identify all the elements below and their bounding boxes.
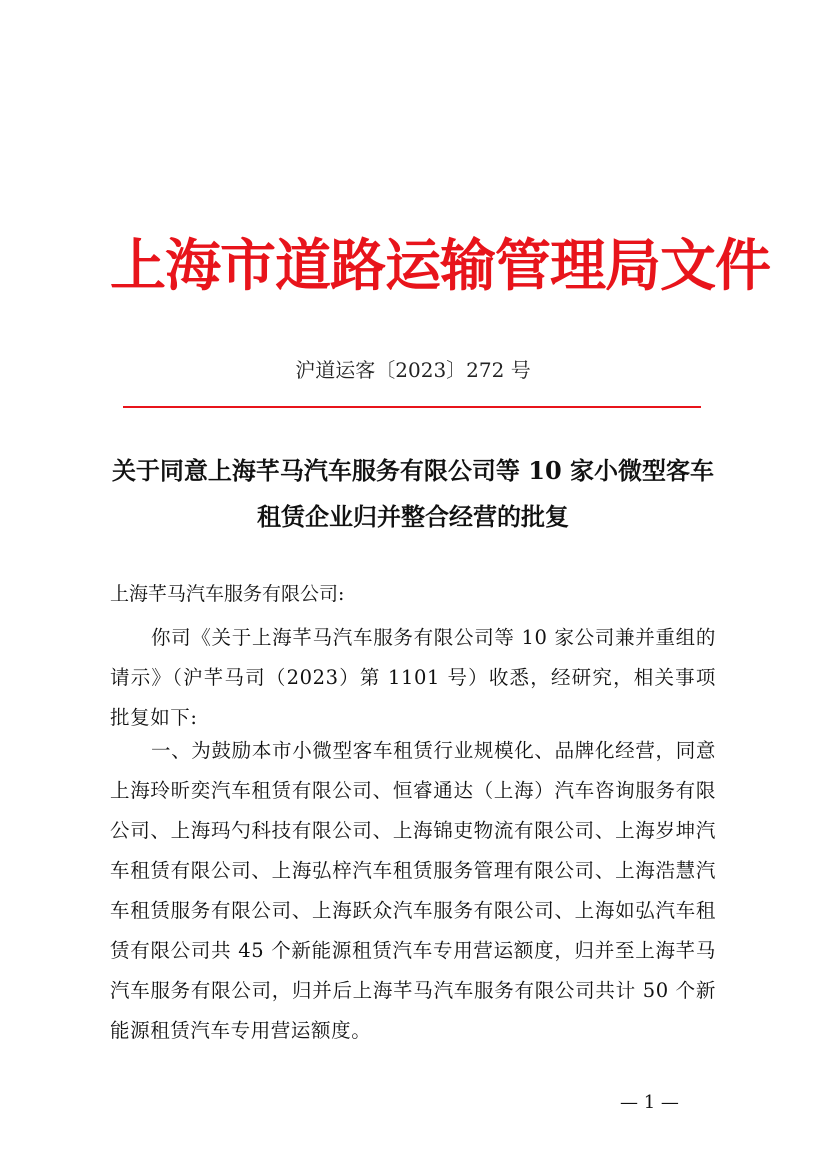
document-number: 沪道运客〔2023〕272 号 [295,358,531,382]
page-number: — 1 — [620,1092,679,1113]
document-title-line-2: 租赁企业归并整合经营的批复 [257,502,569,531]
document-title [100,448,726,540]
document-title-line-1: 关于同意上海芊马汽车服务有限公司等 10 家小微型客车 [111,456,715,485]
issuer-header-title: 上海市道路运输管理局文件 [110,233,770,299]
red-divider-line [123,406,701,408]
addressee: 上海芊马汽车服务有限公司: [110,583,345,605]
body-paragraph-2: 一、为鼓励本市小微型客车租赁行业规模化、品牌化经营，同意上海玲昕奕汽车租赁有限公司、恒睿通达（上海）汽车咨询服务有限公司、上海玛勺科技有限公司、上海锦吏物流有限公司、上海岁坤汽车租赁有限公司、上海弘梓汽车租赁服务管理有限公司、上海浩慧汽车租赁服务有限公司、上海跃众汽车服务有限公司、上海如弘汽车租赁有限公司共 45 个新能源租赁汽车专用营运额度，归并至上海芊马汽车服务有限公司，归并后上海芊马汽车服务有限公司共计 50 个新能源租赁汽车专用营运额度。 [110,739,716,1042]
body-paragraph-1: 你司《关于上海芊马汽车服务有限公司等 10 家公司兼并重组的请示》（沪芊马司（2023）第 1101 号）收悉，经研究，相关事项批复如下: [110,626,716,729]
